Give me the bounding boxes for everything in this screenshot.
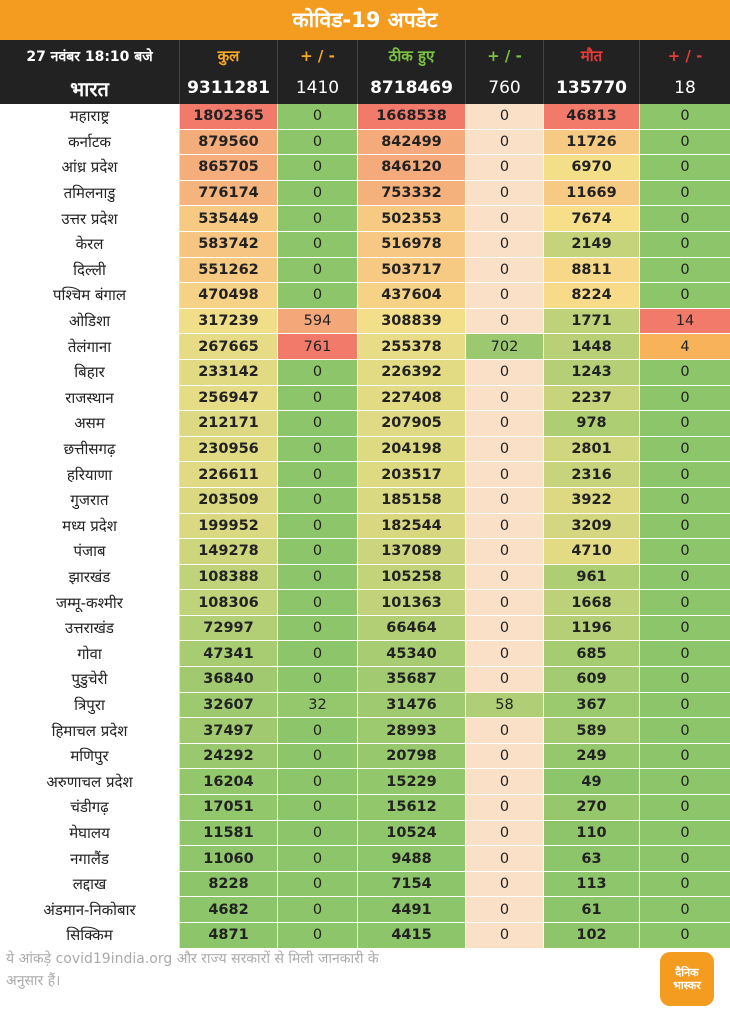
total-change-cell: 0 [278, 130, 358, 155]
table-row [0, 360, 730, 386]
total-change-cell: 0 [278, 590, 358, 615]
state-name: उत्तराखंड [0, 616, 180, 641]
state-name: तमिलनाडु [0, 181, 180, 206]
table-row [0, 565, 730, 591]
recovered-cell: 503717 [358, 258, 466, 283]
recovered-change-cell: 0 [466, 104, 544, 129]
recovered-cell: 101363 [358, 590, 466, 615]
total-change-cell: 0 [278, 258, 358, 283]
recovered-cell: 7154 [358, 872, 466, 897]
deaths-cell: 4710 [544, 539, 640, 564]
state-name: सिक्किम [0, 923, 180, 948]
table-row [0, 437, 730, 463]
total-cell: 776174 [180, 181, 278, 206]
total-cell: 4682 [180, 897, 278, 922]
header-recovered-change: + / - [466, 40, 544, 72]
recovered-change-cell: 0 [466, 181, 544, 206]
table-row [0, 539, 730, 565]
recovered-cell: 437604 [358, 283, 466, 308]
recovered-cell: 15612 [358, 795, 466, 820]
recovered-change-cell: 0 [466, 462, 544, 487]
recovered-change-cell: 0 [466, 514, 544, 539]
total-change-cell: 32 [278, 693, 358, 718]
header-total-change: + / - [278, 40, 358, 72]
total-cell: 11581 [180, 821, 278, 846]
deaths-cell: 249 [544, 744, 640, 769]
deaths-change-cell: 14 [640, 309, 730, 334]
deaths-cell: 1771 [544, 309, 640, 334]
table-row [0, 155, 730, 181]
recovered-change-cell: 0 [466, 872, 544, 897]
state-name: मणिपुर [0, 744, 180, 769]
deaths-change-cell: 0 [640, 437, 730, 462]
recovered-cell: 255378 [358, 334, 466, 359]
recovered-cell: 516978 [358, 232, 466, 257]
deaths-cell: 270 [544, 795, 640, 820]
state-name: पुडुचेरी [0, 667, 180, 692]
recovered-cell: 9488 [358, 846, 466, 871]
state-name: लद्दाख [0, 872, 180, 897]
total-cell: 24292 [180, 744, 278, 769]
deaths-cell: 11669 [544, 181, 640, 206]
state-table [0, 104, 730, 949]
table-row [0, 744, 730, 770]
total-change-cell: 0 [278, 514, 358, 539]
recovered-change-cell: 0 [466, 386, 544, 411]
table-row [0, 641, 730, 667]
deaths-change-cell: 0 [640, 641, 730, 666]
recovered-cell: 35687 [358, 667, 466, 692]
recovered-change-cell: 0 [466, 897, 544, 922]
total-change-cell: 0 [278, 181, 358, 206]
table-row [0, 181, 730, 207]
deaths-change-cell: 0 [640, 795, 730, 820]
recovered-change-cell: 0 [466, 232, 544, 257]
state-name: महाराष्ट्र [0, 104, 180, 129]
total-change-cell: 0 [278, 846, 358, 871]
deaths-cell: 63 [544, 846, 640, 871]
recovered-cell: 10524 [358, 821, 466, 846]
recovered-change-cell: 0 [466, 821, 544, 846]
dainik-bhaskar-logo: दैनिक भास्कर [660, 952, 714, 1006]
total-change-cell: 0 [278, 872, 358, 897]
deaths-cell: 2149 [544, 232, 640, 257]
recovered-cell: 1668538 [358, 104, 466, 129]
total-change-cell: 0 [278, 616, 358, 641]
recovered-change-cell: 0 [466, 206, 544, 231]
recovered-cell: 4491 [358, 897, 466, 922]
total-change-cell: 0 [278, 718, 358, 743]
deaths-cell: 8811 [544, 258, 640, 283]
table-row [0, 718, 730, 744]
table-row [0, 258, 730, 284]
table-row [0, 232, 730, 258]
table-row [0, 130, 730, 156]
total-change-cell: 0 [278, 206, 358, 231]
recovered-change-cell: 0 [466, 590, 544, 615]
total-cell: 47341 [180, 641, 278, 666]
table-row [0, 795, 730, 821]
deaths-change-cell: 0 [640, 155, 730, 180]
deaths-cell: 2801 [544, 437, 640, 462]
deaths-change-cell: 4 [640, 334, 730, 359]
deaths-cell: 8224 [544, 283, 640, 308]
total-change-cell: 0 [278, 283, 358, 308]
state-name: गुजरात [0, 488, 180, 513]
table-row [0, 821, 730, 847]
total-change-cell: 0 [278, 821, 358, 846]
table-row [0, 667, 730, 693]
deaths-change-cell: 0 [640, 590, 730, 615]
deaths-cell: 978 [544, 411, 640, 436]
deaths-cell: 61 [544, 897, 640, 922]
state-name: बिहार [0, 360, 180, 385]
total-cell: 37497 [180, 718, 278, 743]
deaths-cell: 113 [544, 872, 640, 897]
total-change-cell: 0 [278, 232, 358, 257]
state-name: केरल [0, 232, 180, 257]
table-row [0, 334, 730, 360]
state-name: मध्य प्रदेश [0, 514, 180, 539]
state-name: ओडिशा [0, 309, 180, 334]
recovered-change-cell: 0 [466, 437, 544, 462]
india-recovered-change: 760 [466, 72, 544, 104]
deaths-cell: 6970 [544, 155, 640, 180]
deaths-change-cell: 0 [640, 181, 730, 206]
recovered-cell: 28993 [358, 718, 466, 743]
total-change-cell: 0 [278, 795, 358, 820]
table-row [0, 846, 730, 872]
recovered-cell: 20798 [358, 744, 466, 769]
total-cell: 865705 [180, 155, 278, 180]
total-cell: 535449 [180, 206, 278, 231]
state-name: जम्मू-कश्मीर [0, 590, 180, 615]
table-row [0, 693, 730, 719]
total-change-cell: 0 [278, 641, 358, 666]
total-change-cell: 0 [278, 923, 358, 948]
total-cell: 551262 [180, 258, 278, 283]
total-cell: 16204 [180, 769, 278, 794]
recovered-cell: 502353 [358, 206, 466, 231]
recovered-cell: 846120 [358, 155, 466, 180]
state-name: मेघालय [0, 821, 180, 846]
recovered-cell: 182544 [358, 514, 466, 539]
total-cell: 583742 [180, 232, 278, 257]
total-cell: 203509 [180, 488, 278, 513]
total-change-cell: 0 [278, 155, 358, 180]
state-name: झारखंड [0, 565, 180, 590]
deaths-change-cell: 0 [640, 846, 730, 871]
total-change-cell: 0 [278, 769, 358, 794]
deaths-change-cell: 0 [640, 565, 730, 590]
recovered-cell: 207905 [358, 411, 466, 436]
recovered-change-cell: 0 [466, 769, 544, 794]
total-cell: 108388 [180, 565, 278, 590]
deaths-change-cell: 0 [640, 616, 730, 641]
deaths-cell: 1668 [544, 590, 640, 615]
page-title: कोविड-19 अपडेट [0, 0, 730, 40]
total-cell: 11060 [180, 846, 278, 871]
recovered-cell: 4415 [358, 923, 466, 948]
header-deaths: मौत [544, 40, 640, 72]
deaths-change-cell: 0 [640, 923, 730, 948]
deaths-change-cell: 0 [640, 206, 730, 231]
recovered-change-cell: 0 [466, 539, 544, 564]
total-change-cell: 0 [278, 565, 358, 590]
recovered-change-cell: 0 [466, 258, 544, 283]
total-cell: 8228 [180, 872, 278, 897]
recovered-change-cell: 0 [466, 411, 544, 436]
recovered-change-cell: 0 [466, 130, 544, 155]
deaths-cell: 589 [544, 718, 640, 743]
india-total-change: 1410 [278, 72, 358, 104]
recovered-cell: 203517 [358, 462, 466, 487]
total-cell: 72997 [180, 616, 278, 641]
state-name: हरियाणा [0, 462, 180, 487]
table-row [0, 514, 730, 540]
header-recovered: ठीक हुए [358, 40, 466, 72]
india-name: भारत [0, 72, 180, 104]
state-name: तेलंगाना [0, 334, 180, 359]
total-change-cell: 594 [278, 309, 358, 334]
recovered-cell: 842499 [358, 130, 466, 155]
table-row [0, 206, 730, 232]
recovered-change-cell: 0 [466, 360, 544, 385]
state-name: चंडीगढ़ [0, 795, 180, 820]
deaths-change-cell: 0 [640, 258, 730, 283]
total-change-cell: 0 [278, 488, 358, 513]
total-cell: 230956 [180, 437, 278, 462]
deaths-change-cell: 0 [640, 872, 730, 897]
state-name: त्रिपुरा [0, 693, 180, 718]
table-row [0, 590, 730, 616]
total-cell: 317239 [180, 309, 278, 334]
state-name: उत्तर प्रदेश [0, 206, 180, 231]
recovered-cell: 105258 [358, 565, 466, 590]
deaths-cell: 3922 [544, 488, 640, 513]
india-total-row [0, 72, 730, 104]
state-name: आंध्र प्रदेश [0, 155, 180, 180]
total-cell: 226611 [180, 462, 278, 487]
table-row [0, 872, 730, 898]
recovered-cell: 45340 [358, 641, 466, 666]
india-recovered: 8718469 [358, 72, 466, 104]
total-cell: 256947 [180, 386, 278, 411]
recovered-change-cell: 0 [466, 718, 544, 743]
recovered-change-cell: 0 [466, 846, 544, 871]
deaths-change-cell: 0 [640, 744, 730, 769]
recovered-change-cell: 0 [466, 923, 544, 948]
total-change-cell: 0 [278, 411, 358, 436]
total-cell: 36840 [180, 667, 278, 692]
recovered-change-cell: 0 [466, 309, 544, 334]
table-row [0, 309, 730, 335]
recovered-cell: 308839 [358, 309, 466, 334]
total-cell: 212171 [180, 411, 278, 436]
table-row [0, 104, 730, 130]
state-name: कर्नाटक [0, 130, 180, 155]
recovered-cell: 226392 [358, 360, 466, 385]
total-change-cell: 0 [278, 462, 358, 487]
state-name: अंडमान-निकोबार [0, 897, 180, 922]
deaths-change-cell: 0 [640, 411, 730, 436]
india-deaths: 135770 [544, 72, 640, 104]
deaths-cell: 2316 [544, 462, 640, 487]
state-name: नगालैंड [0, 846, 180, 871]
state-name: गोवा [0, 641, 180, 666]
deaths-cell: 46813 [544, 104, 640, 129]
deaths-cell: 1448 [544, 334, 640, 359]
recovered-change-cell: 0 [466, 795, 544, 820]
state-name: दिल्ली [0, 258, 180, 283]
recovered-cell: 753332 [358, 181, 466, 206]
recovered-change-cell: 0 [466, 744, 544, 769]
recovered-cell: 204198 [358, 437, 466, 462]
recovered-cell: 137089 [358, 539, 466, 564]
deaths-change-cell: 0 [640, 667, 730, 692]
deaths-change-cell: 0 [640, 514, 730, 539]
deaths-change-cell: 0 [640, 539, 730, 564]
state-name: राजस्थान [0, 386, 180, 411]
deaths-cell: 110 [544, 821, 640, 846]
deaths-change-cell: 0 [640, 104, 730, 129]
deaths-change-cell: 0 [640, 897, 730, 922]
state-name: असम [0, 411, 180, 436]
deaths-change-cell: 0 [640, 360, 730, 385]
total-change-cell: 0 [278, 437, 358, 462]
table-row [0, 283, 730, 309]
deaths-cell: 49 [544, 769, 640, 794]
recovered-cell: 31476 [358, 693, 466, 718]
recovered-change-cell: 0 [466, 616, 544, 641]
state-name: पंजाब [0, 539, 180, 564]
deaths-cell: 1243 [544, 360, 640, 385]
recovered-change-cell: 0 [466, 641, 544, 666]
total-cell: 267665 [180, 334, 278, 359]
total-change-cell: 0 [278, 744, 358, 769]
deaths-cell: 367 [544, 693, 640, 718]
state-name: अरुणाचल प्रदेश [0, 769, 180, 794]
deaths-cell: 961 [544, 565, 640, 590]
recovered-change-cell: 702 [466, 334, 544, 359]
total-cell: 470498 [180, 283, 278, 308]
total-cell: 108306 [180, 590, 278, 615]
recovered-change-cell: 0 [466, 488, 544, 513]
deaths-cell: 2237 [544, 386, 640, 411]
recovered-cell: 66464 [358, 616, 466, 641]
total-cell: 17051 [180, 795, 278, 820]
india-total: 9311281 [180, 72, 278, 104]
table-row [0, 769, 730, 795]
total-change-cell: 0 [278, 386, 358, 411]
total-cell: 4871 [180, 923, 278, 948]
deaths-change-cell: 0 [640, 718, 730, 743]
table-row [0, 488, 730, 514]
deaths-change-cell: 0 [640, 232, 730, 257]
deaths-change-cell: 0 [640, 283, 730, 308]
total-cell: 199952 [180, 514, 278, 539]
deaths-change-cell: 0 [640, 488, 730, 513]
total-change-cell: 761 [278, 334, 358, 359]
state-name: पश्चिम बंगाल [0, 283, 180, 308]
recovered-cell: 227408 [358, 386, 466, 411]
total-cell: 233142 [180, 360, 278, 385]
total-cell: 1802365 [180, 104, 278, 129]
total-cell: 149278 [180, 539, 278, 564]
recovered-change-cell: 0 [466, 155, 544, 180]
deaths-change-cell: 0 [640, 769, 730, 794]
total-change-cell: 0 [278, 104, 358, 129]
total-change-cell: 0 [278, 539, 358, 564]
deaths-change-cell: 0 [640, 386, 730, 411]
recovered-cell: 185158 [358, 488, 466, 513]
deaths-change-cell: 0 [640, 821, 730, 846]
deaths-cell: 102 [544, 923, 640, 948]
recovered-change-cell: 0 [466, 283, 544, 308]
deaths-change-cell: 0 [640, 130, 730, 155]
source-note: ये आंकड़े covid19india.org और राज्य सरकारों से मिली जानकारी के अनुसार हैं। [6, 951, 379, 989]
recovered-change-cell: 58 [466, 693, 544, 718]
recovered-change-cell: 0 [466, 667, 544, 692]
table-row [0, 616, 730, 642]
state-name: हिमाचल प्रदेश [0, 718, 180, 743]
table-header [0, 40, 730, 72]
recovered-cell: 15229 [358, 769, 466, 794]
table-row [0, 923, 730, 949]
table-row [0, 411, 730, 437]
total-cell: 879560 [180, 130, 278, 155]
header-date: 27 नवंबर 18:10 बजे [0, 40, 180, 72]
total-change-cell: 0 [278, 897, 358, 922]
total-change-cell: 0 [278, 360, 358, 385]
deaths-cell: 3209 [544, 514, 640, 539]
header-total: कुल [180, 40, 278, 72]
recovered-change-cell: 0 [466, 565, 544, 590]
deaths-cell: 609 [544, 667, 640, 692]
total-change-cell: 0 [278, 667, 358, 692]
state-name: छत्तीसगढ़ [0, 437, 180, 462]
india-deaths-change: 18 [674, 78, 696, 98]
deaths-cell: 11726 [544, 130, 640, 155]
header-deaths-change: + / - [667, 47, 703, 65]
table-row [0, 386, 730, 412]
deaths-cell: 7674 [544, 206, 640, 231]
deaths-change-cell: 0 [640, 462, 730, 487]
deaths-change-cell: 0 [640, 693, 730, 718]
table-row [0, 462, 730, 488]
table-row [0, 897, 730, 923]
total-cell: 32607 [180, 693, 278, 718]
deaths-cell: 685 [544, 641, 640, 666]
deaths-cell: 1196 [544, 616, 640, 641]
